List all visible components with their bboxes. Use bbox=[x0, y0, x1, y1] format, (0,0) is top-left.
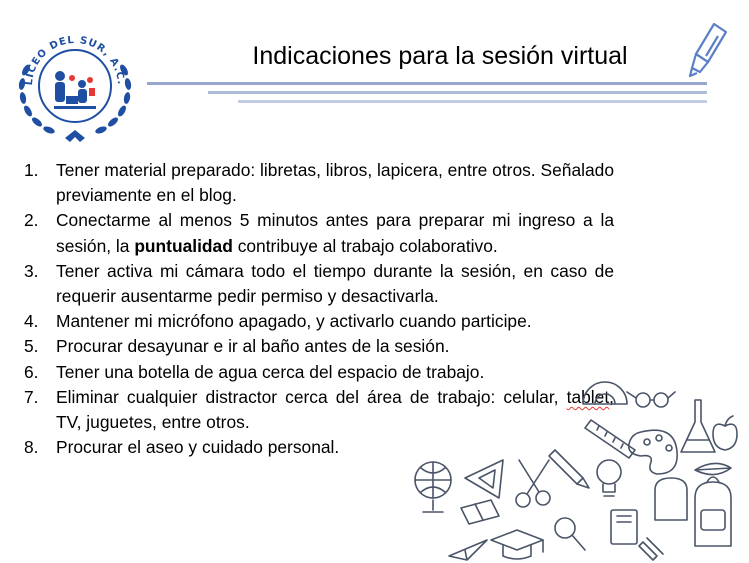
glasses-icon bbox=[627, 392, 675, 407]
list-number: 6. bbox=[24, 361, 39, 382]
lightbulb-icon bbox=[597, 460, 621, 496]
list-number: 2. bbox=[24, 210, 39, 231]
list-text: contribuye al trabajo colaborativo. bbox=[232, 235, 498, 256]
marker-pen-icon bbox=[682, 18, 732, 80]
protractor-icon bbox=[583, 382, 627, 404]
page-title: Indicaciones para la sesión virtual bbox=[252, 42, 628, 70]
eraser-icon bbox=[461, 500, 499, 524]
list-item bbox=[24, 158, 614, 208]
list-number: 7. bbox=[24, 386, 39, 407]
list-number: 4. bbox=[24, 311, 39, 332]
list-item bbox=[24, 208, 614, 258]
logo-text: LICEO DEL SUR, A.C. bbox=[23, 34, 127, 86]
pen-icon bbox=[639, 538, 663, 560]
apple-icon bbox=[713, 416, 737, 450]
list-number: 5. bbox=[24, 336, 39, 357]
list-text: Eliminar cualquier distractor cerca del área de trabajo: celular, bbox=[56, 386, 567, 407]
pencil-icon bbox=[549, 450, 589, 488]
list-item bbox=[24, 334, 614, 359]
spellcheck-flagged-word[interactable]: tablet bbox=[566, 386, 610, 407]
scissors-icon bbox=[516, 460, 550, 507]
emphasis-text: puntualidad bbox=[134, 235, 233, 256]
palette-icon bbox=[629, 430, 677, 474]
title-rule-1 bbox=[147, 82, 707, 85]
paper-plane-icon bbox=[449, 540, 487, 560]
backpack-icon bbox=[695, 477, 731, 546]
triangle-ruler-icon bbox=[465, 460, 503, 498]
title-rule-2 bbox=[208, 91, 707, 94]
list-text: Tener una botella de agua cerca del espacio de trabajo. bbox=[56, 361, 485, 382]
list-number: 3. bbox=[24, 260, 39, 281]
school-supplies-doodles bbox=[395, 360, 749, 563]
list-number: 8. bbox=[24, 437, 39, 458]
list-text: Tener material preparado: libretas, libros, lapicera, entre otros. Señalado previamente en el blog. bbox=[56, 160, 614, 206]
list-item bbox=[24, 259, 614, 309]
list-text: Procurar el aseo y cuidado personal. bbox=[56, 437, 340, 458]
list-text: Conectarme al menos 5 minutos antes para preparar mi ingreso a la sesión, la bbox=[56, 210, 614, 256]
list-text: Mantener mi micrófono apagado, y activarlo cuando participe. bbox=[56, 311, 532, 332]
graduation-cap-icon bbox=[491, 530, 543, 559]
globe-icon bbox=[415, 462, 451, 512]
title-rule-3 bbox=[238, 100, 707, 103]
list-item bbox=[24, 309, 614, 334]
ruler-icon bbox=[585, 420, 635, 458]
leaf-icon bbox=[695, 463, 731, 474]
toast-icon bbox=[655, 478, 687, 520]
list-number: 1. bbox=[24, 160, 39, 180]
school-logo bbox=[10, 18, 140, 148]
list-text: , TV, juguetes, entre otros. bbox=[56, 386, 614, 433]
book-icon bbox=[611, 510, 637, 544]
list-text: Tener activa mi cámara todo el tiempo durante la sesión, en caso de requerir ausentarme pedir permiso y desactivarla. bbox=[56, 260, 614, 307]
flask-icon bbox=[681, 400, 715, 452]
magnifier-icon bbox=[555, 518, 585, 550]
list-text: Procurar desayunar e ir al baño antes de la sesión. bbox=[56, 336, 450, 357]
